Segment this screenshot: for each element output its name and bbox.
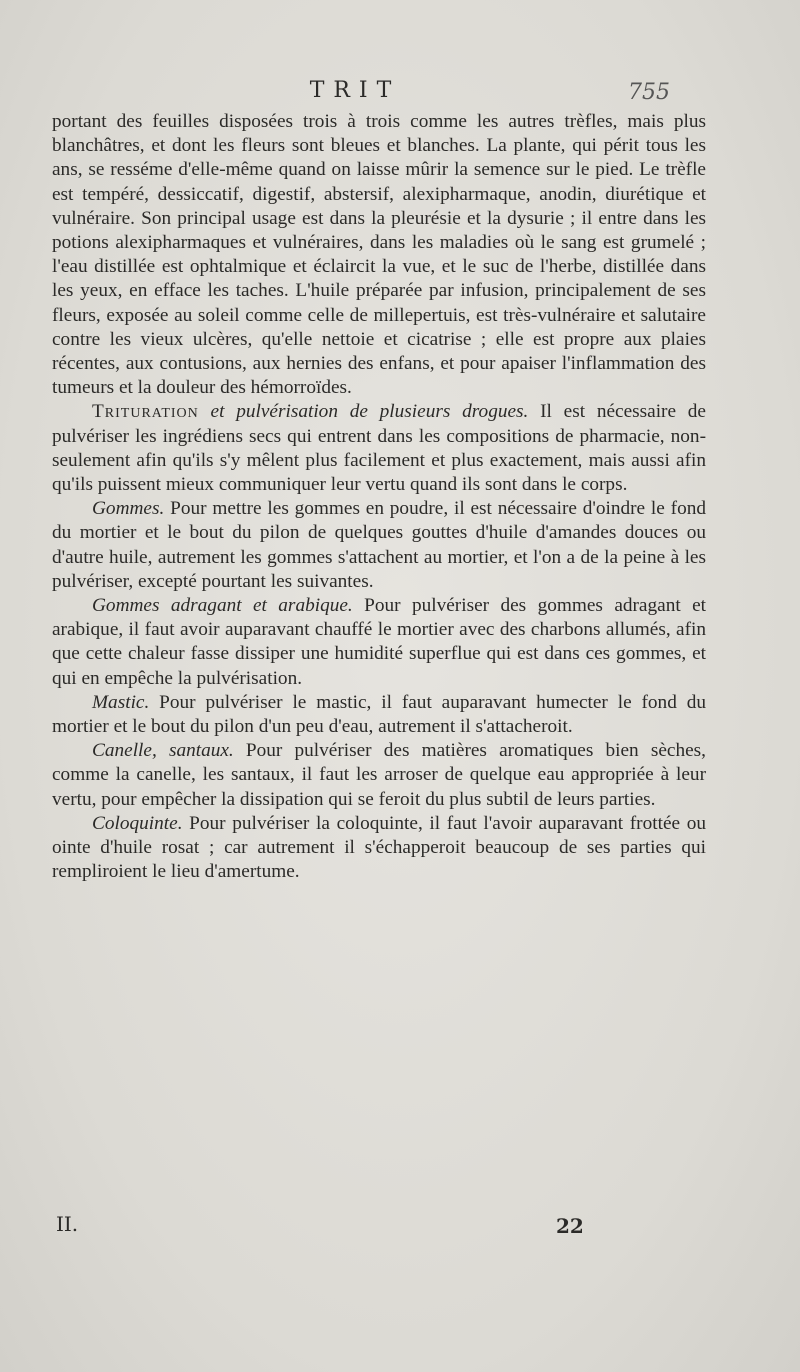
paragraph-heading: Trituration <box>92 401 199 423</box>
paragraph <box>52 812 706 885</box>
paragraph-heading: Mastic. <box>92 691 150 713</box>
paragraph-heading: Canelle, santaux. <box>92 740 234 762</box>
paragraph <box>52 594 706 691</box>
paragraph <box>52 497 706 594</box>
paragraph-text: Pour pulvériser des matières aromatiques bien sèches, comme la canelle, les santaux, il faut les arroser de quelque eau appropriée à leur vertu, pour empêcher la dissipation qui se feroit du plus subtil de leurs parties. <box>52 740 706 810</box>
body-text <box>52 110 706 885</box>
page-footer <box>0 1212 800 1242</box>
paragraph-text: portant des feuilles disposées trois à trois comme les autres trèfles, mais plus blanchâtres, et dont les fleurs sont bleues et blanches. La plante, qui périt tous les ans, se resséme d'elle-même quand on laisse mûrir la semence sur le pied. Le trèfle est tempéré, dessiccatif, digestif, abstersif, alexipharmaque, anodin, diurétique et vulnéraire. Son principal usage est dans la pleurésie et la dysurie ; il entre dans les potions alexipharmaques et vulnéraires, dans les maladies où le sang est grumelé ; l'eau distillée est ophtalmique et éclaircit la vue, et le suc de l'herbe, distillée dans les yeux, en efface les taches. L'huile préparée par infusion, principalement de ses fleurs, exposée au soleil comme celle de millepertuis, est très-vulnéraire et salutaire contre les vieux ulcères, qu'elle nettoie et cicatrise ; elle est propre aux plaies récentes, aux contusions, aux hernies des enfans, et pour apaiser l'inflammation des tumeurs et la douleur des hémorroïdes. <box>52 111 706 399</box>
gathering-mark: 22 <box>556 1214 584 1238</box>
paragraph-heading: Coloquinte. <box>92 812 183 834</box>
paragraph <box>52 739 706 812</box>
page-header <box>0 78 800 108</box>
paragraph-text: Pour pulvériser le mastic, il faut auparavant humecter le fond du mortier et le bout du pilon d'un peu d'eau, autrement il s'attacheroit. <box>52 691 706 738</box>
paragraph-text: Pour pulvériser des gommes adragant et arabique, il faut avoir auparavant chauffé le mortier avec des charbons allumés, afin que cette chaleur fasse dissiper une humidité superflue qui est dans ces gommes, et qui en empêche la pulvérisation. <box>52 595 707 689</box>
paragraph-heading: Gommes adragant et arabique. <box>92 595 353 617</box>
paragraph-heading: Gommes. <box>92 498 165 520</box>
paragraph-text: Il est nécessaire de pulvériser les ingrédiens secs qui entrent dans les compositions de pharmacie, non-seulement afin qu'ils s'y mêlent plus facilement et plus exactement, mais aussi afin qu'ils puissent mieux communiquer leur vertu quand ils sont dans le corps. <box>52 401 706 496</box>
paragraph-text: Pour mettre les gommes en poudre, il est nécessaire d'oindre le fond du mortier et le bout du pilon de quelques gouttes d'huile d'amandes douces ou d'autre huile, autrement les gommes s'attachent au mortier, et l'on a de la peine à les pulvériser, excepté pourtant les suivantes. <box>52 498 706 592</box>
paragraph-heading: et pulvérisation de plusieurs drogues. <box>198 401 529 423</box>
running-title: TRIT <box>309 78 401 103</box>
paragraph <box>52 110 706 400</box>
volume-signature: II. <box>56 1212 79 1236</box>
paragraph <box>52 691 706 739</box>
paragraph-text: Pour pulvériser la coloquinte, il faut l'avoir auparavant frottée ou ointe d'huile rosat ; car autrement il s'échapperoit beaucoup de ses parties qui rempliroient le lieu d'amertume. <box>52 812 706 883</box>
page-number: 755 <box>628 80 670 105</box>
paragraph <box>52 400 706 497</box>
